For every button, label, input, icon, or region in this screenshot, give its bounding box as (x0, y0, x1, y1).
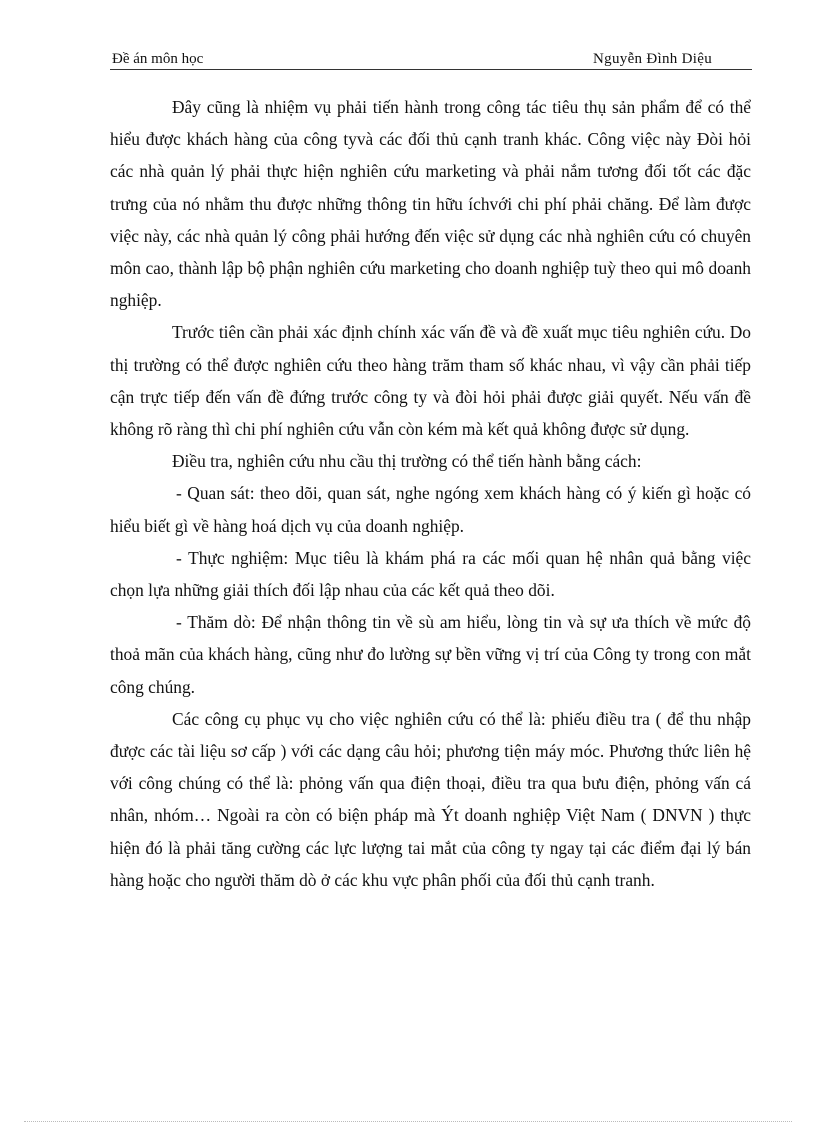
document-body (110, 91, 751, 896)
page-bottom-border (24, 1121, 792, 1122)
paragraph: Đây cũng là nhiệm vụ phải tiến hành trong công tác tiêu thụ sản phẩm để có thể hiểu được khách hàng của công tyvà các đối thủ cạnh tranh khác. Công việc này Đòi hỏi các nhà quản lý phải thực hiện nghiên cứu marketing và phải nắm tương đối tốt các đặc trưng của nó nhằm thu được những thông tin hữu íchvới chi phí phải chăng. Để làm được việc này, các nhà quản lý công phải hướng đến việc sử dụng các nhà nghiên cứu có chuyên môn cao, thành lập bộ phận nghiên cứu marketing cho doanh nghiệp tuỳ theo qui mô doanh nghiệp. (110, 97, 751, 311)
paragraph: Các công cụ phục vụ cho việc nghiên cứu có thể là: phiếu điều tra ( để thu nhập được các tài liệu sơ cấp ) với các dạng câu hỏi; phương tiện máy móc. Phương thức liên hệ với công chúng có thể là: phỏng vấn qua điện thoại, điều tra qua bưu điện, phỏng vấn cá nhân, nhóm… Ngoài ra còn có biện pháp mà Ýt doanh nghiệp Việt Nam ( DNVN ) thực hiện đó là phải tăng cường các lực lượng tai mắt của công ty ngay tại các điểm đại lý bán hàng hoặc cho người thăm dò ở các khu vực phân phối của đối thủ cạnh tranh. (110, 708, 751, 890)
header-course-title: Đề án môn học (112, 51, 204, 67)
bullet-paragraph: - Thăm dò: Để nhận thông tin về sù am hiểu, lòng tin và sự ưa thích về mức độ thoả mãn của khách hàng, cũng như đo lường sự bền vững vị trí của Công ty trong con mắt công chúng. (110, 612, 751, 697)
bullet-paragraph: - Thực nghiệm: Mục tiêu là khám phá ra các mối quan hệ nhân quả bằng việc chọn lựa những giải thích đối lập nhau của các kết quả theo dõi. (110, 547, 751, 601)
paragraph: Điều tra, nghiên cứu nhu cầu thị trường có thể tiến hành bằng cách: (172, 451, 642, 472)
paragraph: Trước tiên cần phải xác định chính xác vấn đề và đề xuất mục tiêu nghiên cứu. Do thị trường có thể được nghiên cứu theo hàng trăm tham số khác nhau, vì vậy cần phải tiếp cận trực tiếp đến vấn đề đứng trước công ty và đòi hỏi phải được giải quyết. Nếu vấn đề không rõ ràng thì chi phí nghiên cứu vẫn còn kém mà kết quả không được sử dụng. (110, 322, 751, 440)
page-header (110, 49, 752, 70)
bullet-paragraph: - Quan sát: theo dõi, quan sát, nghe ngóng xem khách hàng có ý kiến gì hoặc có hiểu biết gì về hàng hoá dịch vụ của doanh nghiệp. (110, 483, 751, 536)
header-author-name: Nguyễn Đình Diệu (593, 51, 712, 67)
